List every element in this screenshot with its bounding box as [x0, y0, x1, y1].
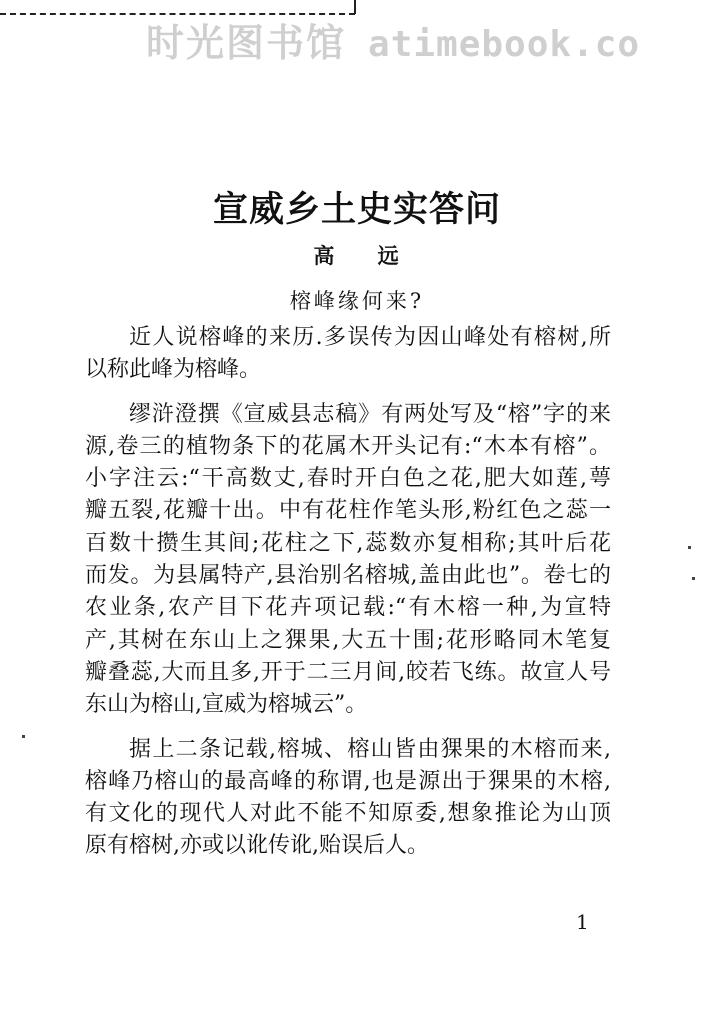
article-body: [85, 322, 611, 863]
page-number: 1: [576, 910, 589, 934]
text-line: 缪浒澄撰《宣威县志稿》有两处写及“榕”字的来: [129, 401, 611, 427]
text-line: 以称此峰为榕峰。: [85, 357, 262, 383]
watermark-url-text: atimebook.co: [368, 24, 641, 65]
text-line: 产,其树在东山上之猓果,大五十围;花形略同木笔复: [85, 627, 611, 653]
paragraph-2: [85, 399, 611, 722]
author-name: 高 远: [313, 243, 401, 268]
scan-speck: [22, 735, 25, 738]
text-line: 近人说榕峰的来历.多误传为因山峰处有榕树,所: [129, 325, 611, 350]
paragraph-3: [85, 734, 611, 863]
text-line: 瓣叠蕊,大而且多,开于二三月间,皎若飞练。故宣人号: [85, 659, 611, 685]
paragraph-1: [85, 322, 611, 387]
text-line: 小字注云:“干高数丈,春时开白色之花,肥大如莲,萼: [85, 466, 611, 492]
text-line: 而发。为县属特产,县治别名榕城,盖由此也”。卷七的: [85, 563, 611, 589]
text-line: 东山为榕山,宣威为榕城云”。: [85, 692, 368, 718]
watermark: [146, 12, 640, 67]
watermark-cn-text: 时光图书馆: [146, 21, 347, 65]
text-line: 有文化的现代人对此不能不知原委,想象推论为山顶: [85, 801, 611, 827]
text-line: 百数十攒生其间;花柱之下,蕊数亦复相称;其叶后花: [85, 530, 611, 556]
text-line: 瓣五裂,花瓣十出。中有花柱作笔头形,粉红色之蕊一: [85, 498, 611, 524]
text-line: 据上二条记载,榕城、榕山皆由猓果的木榕而来,: [129, 736, 611, 762]
page-title: 宣威乡土史实答问: [212, 189, 501, 230]
text-line: 农业条,农产目下花卉项记载:“有木榕一种,为宣特: [85, 595, 611, 621]
scan-speck: [688, 546, 691, 549]
text-line: 榕峰乃榕山的最高峰的称谓,也是源出于猓果的木榕,: [85, 768, 611, 794]
text-line: 源,卷三的植物条下的花属木开头记有:“木本有榕”。: [85, 433, 611, 459]
scan-speck: [692, 577, 695, 580]
section-title: 榕峰缘何来?: [289, 289, 425, 313]
text-line: 原有榕树,亦或以讹传讹,贻误后人。: [85, 833, 429, 859]
